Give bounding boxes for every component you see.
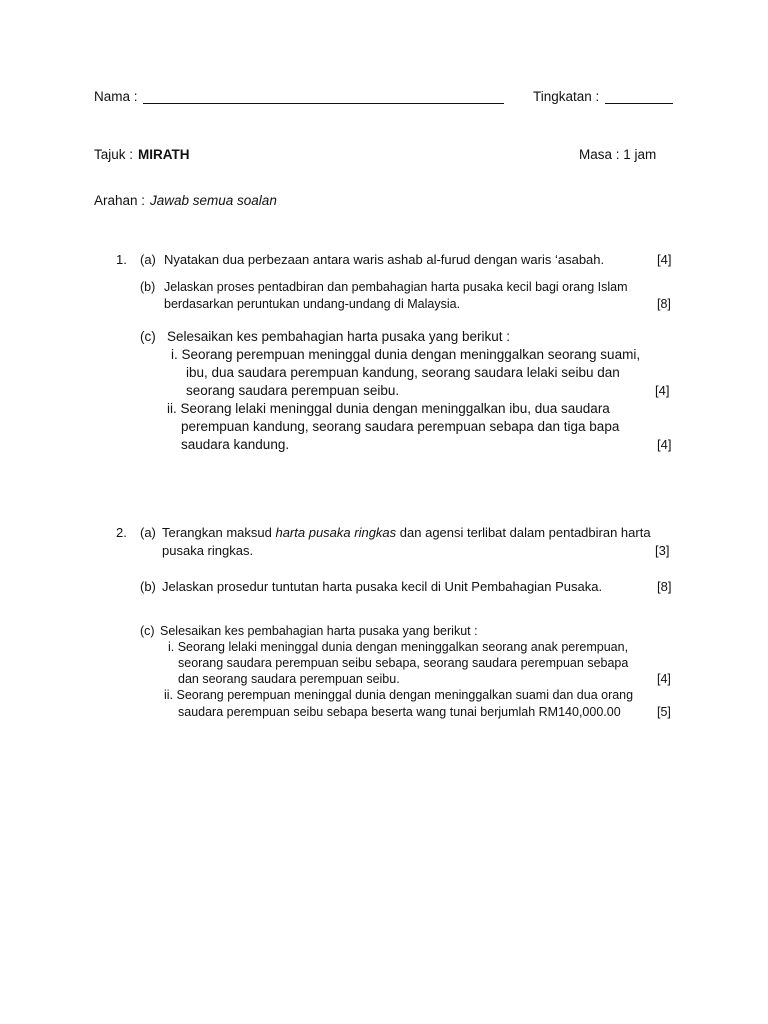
q2c-label: (c) xyxy=(140,624,155,638)
tajuk-label: Tajuk : xyxy=(94,147,134,162)
q2c-i-marks: [4] xyxy=(657,672,671,686)
q2c-text: Selesaikan kes pembahagian harta pusaka yang berikut : xyxy=(160,624,478,638)
tingkatan-blank-line[interactable] xyxy=(605,103,673,104)
q1c-ii-line2: perempuan kandung, seorang saudara perempuan sebapa dan tiga bapa xyxy=(181,419,620,434)
arahan-label: Arahan : xyxy=(94,193,146,208)
q2b-marks: [8] xyxy=(657,579,672,594)
q2a-pre: Terangkan maksud xyxy=(162,525,272,540)
q1c-i-line2: ibu, dua saudara perempuan kandung, seorang saudara lelaki seibu dan xyxy=(186,365,620,380)
arahan-value: Jawab semua soalan xyxy=(150,193,277,208)
q1a-label: (a) xyxy=(140,252,156,267)
q2a-line2: pusaka ringkas. xyxy=(162,543,254,558)
q2a-post: dan agensi terlibat dalam pentadbiran harta xyxy=(399,525,651,540)
q1-number: 1. xyxy=(116,252,127,267)
q1c-ii-line1: ii. Seorang lelaki meninggal dunia dengan meninggalkan ibu, dua saudara xyxy=(167,401,610,416)
tajuk-value: MIRATH xyxy=(138,147,190,162)
q1c-ii-marks: [4] xyxy=(657,437,672,452)
q1c-ii-line3: saudara kandung. xyxy=(181,437,290,452)
q1a-text: Nyatakan dua perbezaan antara waris ashab al-furud dengan waris ‘asabah. xyxy=(164,252,605,267)
q1c-i-line3: seorang saudara perempuan seibu. xyxy=(186,383,400,398)
q1b-marks: [8] xyxy=(657,297,671,311)
q2c-i-line1: i. Seorang lelaki meninggal dunia dengan meninggalkan seorang anak perempuan, xyxy=(168,640,629,654)
q1b-line1: Jelaskan proses pentadbiran dan pembahagian harta pusaka kecil bagi orang Islam xyxy=(164,280,628,294)
q2c-ii-line2: saudara perempuan seibu sebapa beserta wang tunai berjumlah RM140,000.00 xyxy=(178,705,621,719)
q2a-italic: harta pusaka ringkas xyxy=(275,525,397,540)
q1c-text: Selesaikan kes pembahagian harta pusaka yang berikut : xyxy=(167,329,510,344)
q1b-line2: berdasarkan peruntukan undang-undang di Malaysia. xyxy=(164,297,461,311)
q2b-label: (b) xyxy=(140,579,156,594)
nama-blank-line[interactable] xyxy=(143,103,504,104)
q1c-label: (c) xyxy=(140,329,156,344)
q2-number: 2. xyxy=(116,525,127,540)
q1c-i-line1: i. Seorang perempuan meninggal dunia dengan meninggalkan seorang suami, xyxy=(171,347,641,362)
q2a-line1 xyxy=(162,525,651,540)
q1a-marks: [4] xyxy=(657,252,672,267)
masa-text: Masa : 1 jam xyxy=(579,147,657,162)
q2a-marks: [3] xyxy=(655,543,670,558)
q2c-ii-marks: [5] xyxy=(657,705,671,719)
q2a-label: (a) xyxy=(140,525,156,540)
q2c-i-line2: seorang saudara perempuan seibu sebapa, seorang saudara perempuan sebapa xyxy=(178,656,629,670)
q1c-i-marks: [4] xyxy=(655,383,670,398)
q2c-ii-line1: ii. Seorang perempuan meninggal dunia dengan meninggalkan suami dan dua orang xyxy=(164,688,634,702)
nama-label: Nama : xyxy=(94,89,138,104)
q2c-i-line3: dan seorang saudara perempuan seibu. xyxy=(178,672,400,686)
q1b-label: (b) xyxy=(140,280,156,294)
q2b-text: Jelaskan prosedur tuntutan harta pusaka kecil di Unit Pembahagian Pusaka. xyxy=(162,579,603,594)
tingkatan-label: Tingkatan : xyxy=(533,89,600,104)
